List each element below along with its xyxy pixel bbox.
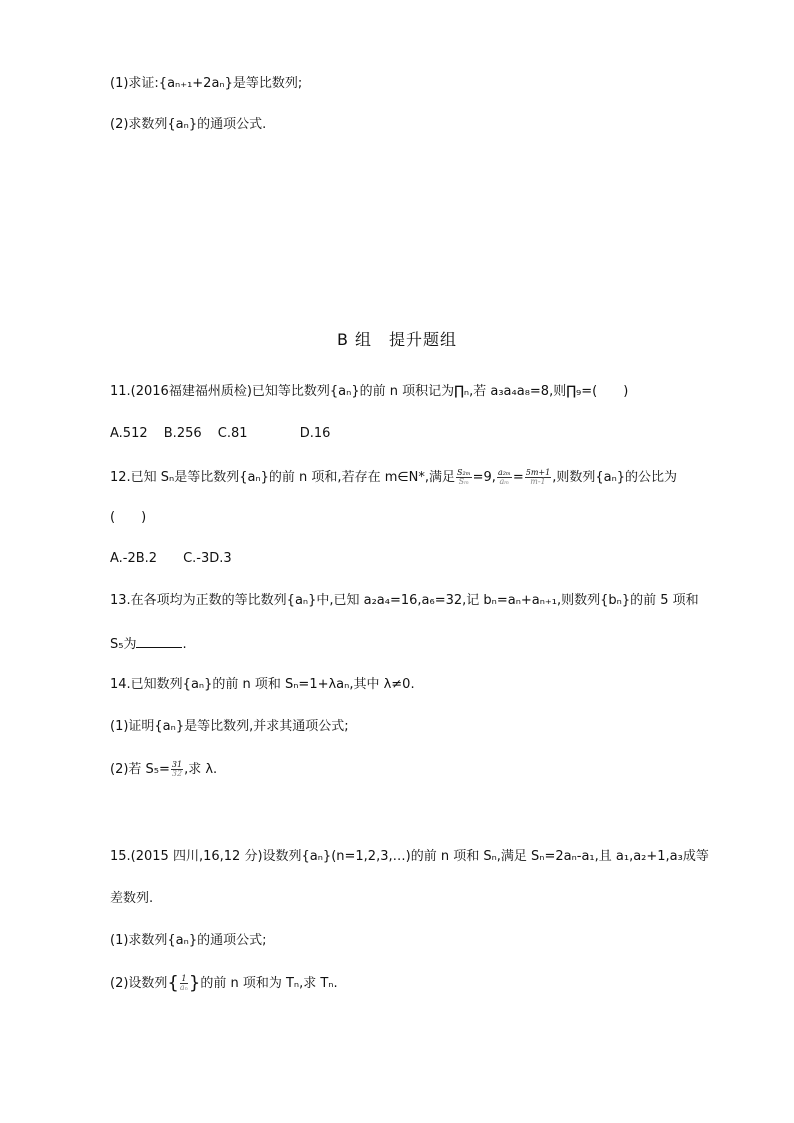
question-12-paren: ( ) xyxy=(110,510,147,525)
question-14: 14.已知数列{aₙ}的前 n 项和 Sₙ=1+λaₙ,其中 λ≠0. xyxy=(110,677,415,692)
section-title: B 组 提升题组 xyxy=(336,330,458,349)
question-15: 15.(2015 四川,16,12 分)设数列{aₙ}(n=1,2,3,…)的前 n 项和 Sₙ,满足 Sₙ=2aₙ-a₁,且 a₁,a₂+1,a₃成等 xyxy=(110,849,709,864)
q14-2-text: (2)若 S₅= xyxy=(110,762,170,777)
question-12 xyxy=(110,469,677,486)
option-a: A.512 xyxy=(110,426,148,441)
q13-s5-label: S₅为 xyxy=(110,637,137,652)
question-14-part-1: (1)证明{aₙ}是等比数列,并求其通项公式; xyxy=(110,719,349,734)
question-11: 11.(2016福建福州质检)已知等比数列{aₙ}的前 n 项积记为∏ₙ,若 a₃a₄a₈=8,则∏₉=( ) xyxy=(110,384,629,399)
option-b: B.256 xyxy=(163,426,202,441)
answer-blank[interactable] xyxy=(136,635,182,648)
fraction-a2m-over-am: $\frac{\text{a₂ₘ}}{\text{aₘ}}$ xyxy=(497,468,511,486)
option-c: C.81 xyxy=(217,426,248,441)
fraction-31-over-32: $\frac{31}{32}$ xyxy=(171,760,183,778)
question-12-options: A.-2B.2 C.-3D.3 xyxy=(110,551,232,566)
q13-period: . xyxy=(182,637,187,652)
part-1-question: (1)求证:{aₙ₊₁+2aₙ}是等比数列; xyxy=(110,76,303,91)
fraction-1-over-an: $\frac{1}{\text{aₙ}}$ xyxy=(179,974,188,992)
question-13: 13.在各项均为正数的等比数列{aₙ}中,已知 a₂a₄=16,a₆=32,记 bₙ=aₙ+aₙ₊₁,则数列{bₙ}的前 5 项和 xyxy=(110,593,699,608)
q15-2-text: (2)设数列 xyxy=(110,976,168,991)
q12-text-a: 12.已知 Sₙ是等比数列{aₙ}的前 n 项和,若存在 m∈N*,满足 xyxy=(110,470,456,485)
q14-2-text-post: ,求 λ. xyxy=(184,762,218,777)
question-15-part-2 xyxy=(110,972,338,994)
part-2-question: (2)求数列{aₙ}的通项公式. xyxy=(110,117,267,132)
fraction-s2m-over-sm: $\frac{\text{S₂ₘ}}{\text{Sₘ}}$ xyxy=(457,468,471,486)
q15-2-text-post: 的前 n 项和为 Tₙ,求 Tₙ. xyxy=(200,976,338,991)
question-13-answer xyxy=(110,635,187,653)
question-15-part-1: (1)求数列{aₙ}的通项公式; xyxy=(110,933,267,948)
brace-close: } xyxy=(188,972,201,994)
option-d: D.16 xyxy=(299,426,331,441)
q12-text-c: ,则数列{aₙ}的公比为 xyxy=(552,470,678,485)
question-11-options xyxy=(110,426,330,442)
brace-open: { xyxy=(167,972,179,994)
question-15-cont: 差数列. xyxy=(110,891,154,906)
q12-text-b: =9, xyxy=(472,470,496,485)
fraction-5m1-over-m1: $\frac{5m+1}{m-1}$ xyxy=(525,468,551,486)
question-14-part-2 xyxy=(110,761,217,778)
equals-sign: = xyxy=(512,470,524,485)
